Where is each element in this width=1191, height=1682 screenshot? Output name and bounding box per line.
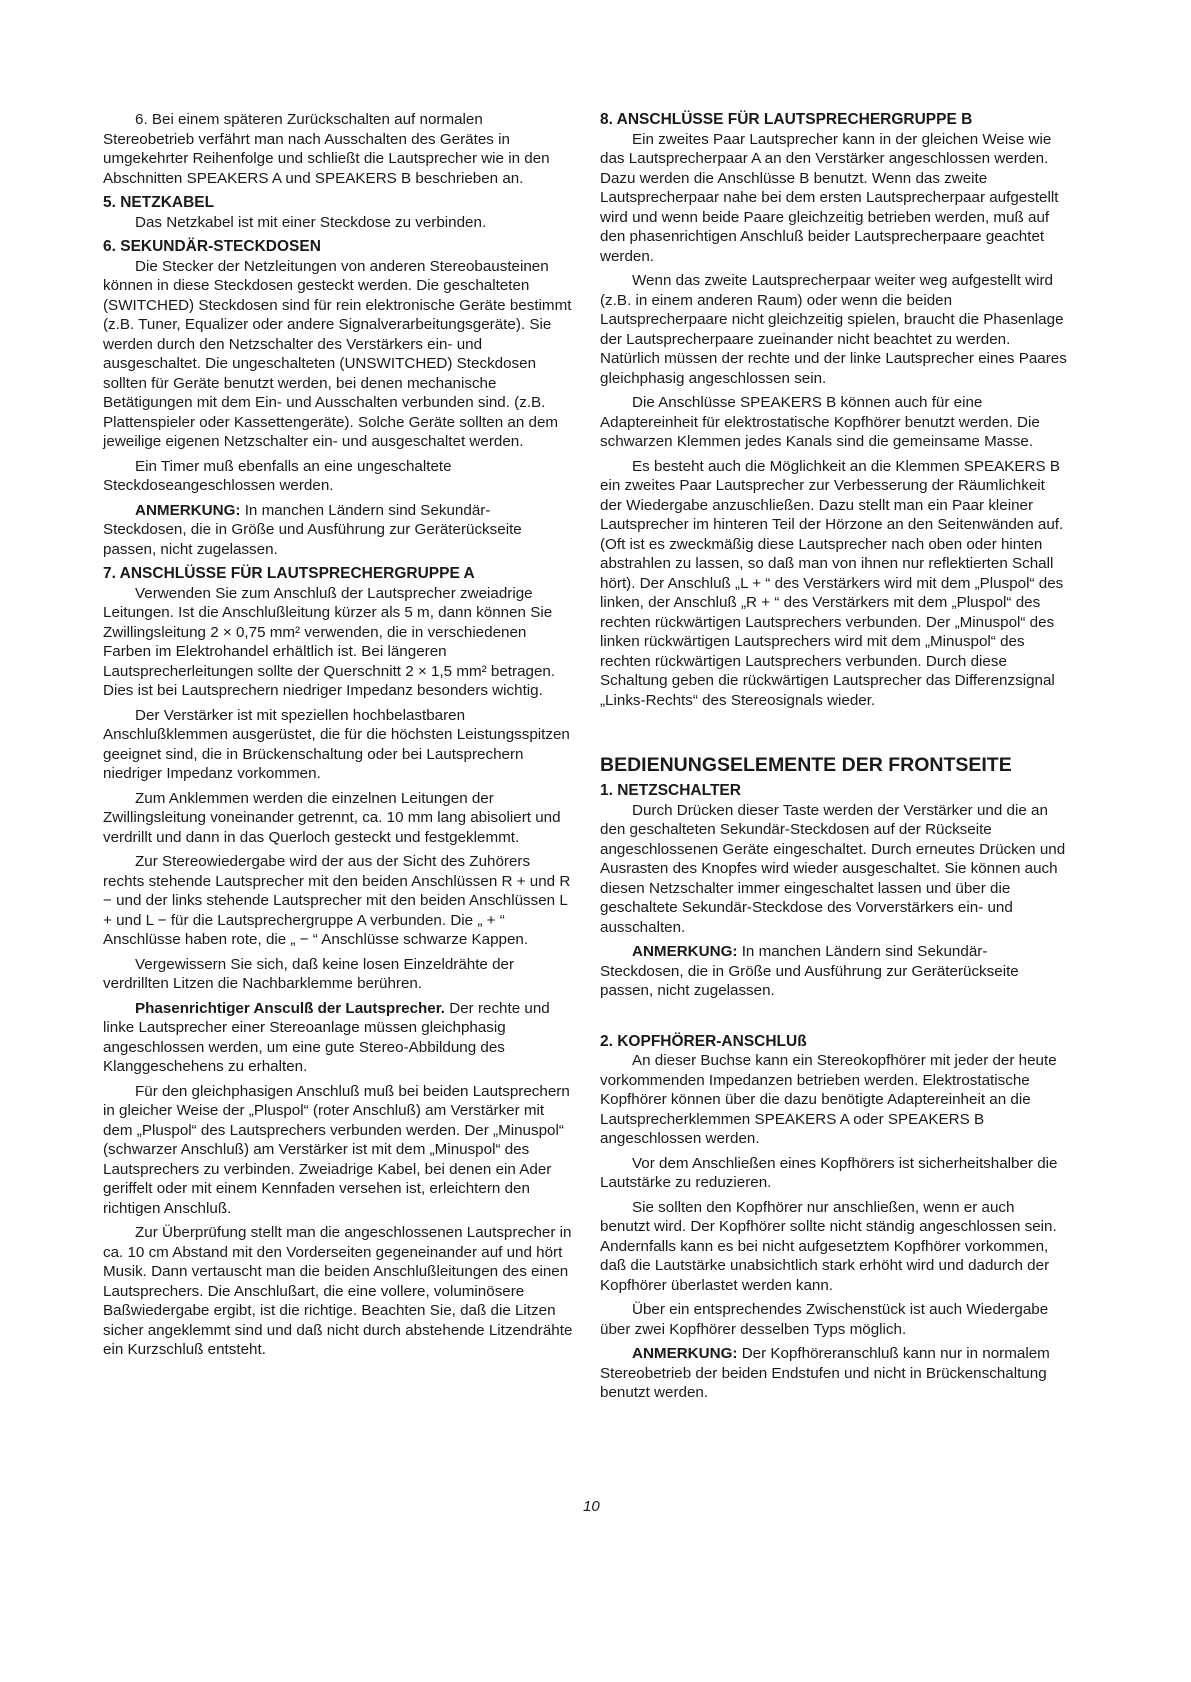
section-title-lautsprechergruppe-b: 8. ANSCHLÜSSE FÜR LAUTSPRECHERGRUPPE B [600, 111, 973, 128]
paragraph: Der Verstärker ist mit speziellen hochbelastbaren Anschlußklemmen ausgerüstet, die für die höchsten Leistungsspitzen geeignet sind, die in Brückenschaltung oder bei Lautsprechern niedriger Impedanz vorkommen. [103, 706, 570, 782]
right-column [600, 110, 1068, 1408]
paragraph: Zum Anklemmen werden die einzelnen Leitungen der Zwillingsleitung voneinander getrennt, ca. 10 mm lang abisoliert und verdrillt und dann in das Querloch gesteckt und festgeklemmt. [103, 789, 561, 846]
note-label: ANMERKUNG: [632, 943, 738, 960]
paragraph: Verwenden Sie zum Anschluß der Lautsprecher zweiadrige Leitungen. Ist die Anschlußleitung kürzer als 5 m, dann können Sie Zwillingsleitung 2 × 0,75 mm² verwenden, die in verschiedenen Farben im Elektrohandel erhältlich ist. Bei längeren Lautsprecherleitungen sollte der Querschnitt 2 × 1,5 mm² betragen. Dies ist bei Lautsprechern niedriger Impedanz besonders wichtig. [103, 584, 556, 699]
section-title-sekundaer-steckdosen: 6. SEKUNDÄR-STECKDOSEN [103, 238, 321, 255]
paragraph: Es besteht auch die Möglichkeit an die Klemmen SPEAKERS B ein zweites Paar Lautsprecher zur Verbesserung der Räumlichkeit der Wiedergabe anzuschließen. Dazu stellt man ein Paar kleiner Lautsprecher im hinteren Teil der Hörzone an den Seitenwänden auf. (Oft ist es zweckmäßig diese Lautsprecher nach oben oder hinten abstrahlen zu lassen, so daß man von ihnen nur reflektierten Schall hört). Der Anschluß „L + “ des Verstärkers wird mit dem „Pluspol“ des linken, der Anschluß „R + “ des Verstärkers mit dem „Pluspol“ des rechten rückwärtigen Lautsprechers verbunden. Der „Minuspol“ des linken rückwärtigen Lautsprechers wird mit dem „Minuspol“ des rechten rückwärtigen Lautsprechers verbunden. Durch diese Schaltung geben die rückwärtigen Lautsprecher das Differenzsignal „Links-Rechts“ des Stereosignals wieder. [600, 457, 1064, 709]
note-label: ANMERKUNG: [135, 501, 241, 519]
paragraph: Das Netzkabel ist mit einer Steckdose zu verbinden. [135, 213, 487, 231]
paragraph: An dieser Buchse kann ein Stereokopfhörer mit jeder der heute vorkommenden Impedanzen betrieben werden. Elektrostatische Kopfhörer können über die dazu benötigte Adaptereinheit an die Lautsprecherklemmen SPEAKERS A oder SPEAKERS B angeschlossen werden. [600, 1052, 1057, 1147]
note-text: In manchen Ländern sind Sekundär-Steckdosen, die in Größe und Ausführung zur Geräterückseite passen, nicht zugelassen. [600, 943, 1019, 999]
inline-heading: Phasenrichtiger Ansculß der Lautsprecher. [135, 999, 446, 1017]
page-number: 10 [583, 1498, 600, 1515]
section-title-kopfhoerer-anschluss: 2. KOPFHÖRER-ANSCHLUß [600, 1032, 807, 1050]
note-paragraph [600, 942, 1068, 1001]
spacer [600, 715, 1068, 753]
note-text: In manchen Ländern sind Sekundär-Steckdosen, die in Größe und Ausführung zur Geräterückseite passen, nicht zugelassen. [103, 501, 522, 558]
paragraph: Zur Überprüfung stellt man die angeschlossenen Lautsprecher in ca. 10 cm Abstand mit den Vorderseiten gegeneinander auf und hört Musik. Dann vertauscht man die beiden Anschlußleitungen des einen Lautsprechers. Die Anschlußart, die eine vollere, voluminösere Baßwiedergabe ergibt, ist die richtige. Beachten Sie, daß die Litzen sicher angeklemmt sind und daß nicht durch abstehende Litzendrähte ein Kurzschluß entsteht. [103, 1224, 573, 1358]
paragraph: Ein Timer muß ebenfalls an eine ungeschaltete Steckdoseangeschlossen werden. [103, 457, 452, 494]
paragraph [103, 999, 573, 1077]
section-title-netzkabel: 5. NETZKABEL [103, 194, 215, 211]
left-column [103, 110, 573, 1365]
note-text: Der Kopfhöreranschluß kann nur in normalem Stereobetrieb der beiden Endstufen und nicht in Brückenschaltung benutzt werden. [600, 1345, 1050, 1401]
paragraph: Sie sollten den Kopfhörer nur anschließen, wenn er auch benutzt wird. Der Kopfhörer sollte nicht ständig angeschlossen sein. Andernfalls kann es bei nicht aufgesetztem Kopfhörer vorkommen, daß die Lautstärke unabsichtlich stark erhöht wird und dadurch der Kopfhörer überlastet werden kann. [600, 1198, 1057, 1294]
paragraph: Vor dem Anschließen eines Kopfhörers ist sicherheitshalber die Lautstärke zu reduzieren. [600, 1154, 1058, 1191]
paragraph: Wenn das zweite Lautsprecherpaar weiter weg aufgestellt wird (z.B. in einem anderen Raum) oder wenn die beiden Lautsprecherpaare nicht gleichzeitig spielen, braucht die Phasenlage der Lautsprecherpaare zueinander nicht beachtet zu werden. Natürlich müssen der rechte und der linke Lautsprecher eines Paares gleichphasig angeschlossen sein. [600, 272, 1067, 387]
note-label: ANMERKUNG: [632, 1345, 738, 1362]
paragraph: Die Stecker der Netzleitungen von anderen Stereobausteinen können in diese Steckdosen gesteckt werden. Die geschalteten (SWITCHED) Steckdosen sind für rein elektronische Geräte bestimmt (z.B. Tuner, Equalizer oder andere Signalverarbeitungsgeräte). Sie werden durch den Netzschalter des Verstärkers ein- und ausgeschaltet. Die ungeschalteten (UNSWITCHED) Steckdosen sollten für Geräte benutzt werden, bei denen mechanische Betätigungen mit dem Ein- und Ausschalten verbunden sind. (z.B. Plattenspieler oder Kassettengeräte). Solche Geräte sollten an dem jeweilige eigenen Netzschalter ein- und ausgeschaltet werden. [103, 257, 572, 450]
paragraph: 6. Bei einem späteren Zurückschalten auf normalen Stereobetrieb verfährt man nach Ausschalten des Gerätes in umgekehrter Reihenfolge und schließt die Lautsprecher wie in den Abschnitten SPEAKERS A und SPEAKERS B beschrieben an. [103, 111, 550, 187]
note-paragraph [103, 501, 573, 560]
paragraph: Für den gleichphasigen Anschluß muß bei beiden Lautsprechern in gleicher Weise der „Pluspol“ (roter Anschluß) am Verstärker mit dem „Pluspol“ des Lautsprechers verbunden werden. Der „Minuspol“ (schwarzer Anschluß) am Verstärker ist mit dem „Minuspol“ des Lautsprechers zu verbinden. Zweiadrige Kabel, bei denen ein Ader geriffelt oder mit einem Kennfaden versehen ist, erleichtern den richtigen Anschluß. [103, 1082, 570, 1217]
spacer [600, 1006, 1068, 1028]
paragraph: Durch Drücken dieser Taste werden der Verstärker und die an den geschalteten Sekundär-Steckdosen auf der Rückseite angeschlossenen Geräte eingeschaltet. Durch erneutes Drücken und Ausrasten des Knopfes wird wieder ausgeschaltet. Sie können auch diesen Netzschalter immer eingeschaltet lassen und über die geschaltete Sekundär-Steckdose des Vorverstärkers ein- und ausschalten. [600, 801, 1066, 936]
paragraph: Über ein entsprechendes Zwischenstück ist auch Wiedergabe über zwei Kopfhörer desselben Typs möglich. [600, 1301, 1049, 1338]
paragraph: Vergewissern Sie sich, daß keine losen Einzeldrähte der verdrillten Litzen die Nachbarklemme berühren. [103, 955, 515, 992]
main-heading: BEDIENUNGSELEMENTE DER FRONTSEITE [600, 754, 1012, 776]
paragraph: Zur Stereowiedergabe wird der aus der Sicht des Zuhörers rechts stehende Lautsprecher mit den beiden Anschlüssen R + und R − und der links stehende Lautsprecher mit den beiden Anschlüssen L + und L − für die Lautsprechergruppe A verbunden. Die „ + “ Anschlüsse haben rote, die „ − “ Anschlüsse schwarze Kappen. [103, 853, 571, 948]
section-title-netzschalter: 1. NETZSCHALTER [600, 782, 741, 799]
paragraph: Die Anschlüsse SPEAKERS B können auch für eine Adaptereinheit für elektrostatische Kopfhörer benutzt werden. Die schwarzen Klemmen jedes Kanals sind die gemeinsame Masse. [600, 394, 1040, 450]
note-paragraph [600, 1344, 1068, 1403]
section-title-lautsprechergruppe-a: 7. ANSCHLÜSSE FÜR LAUTSPRECHERGRUPPE A [103, 565, 475, 582]
paragraph: Ein zweites Paar Lautsprecher kann in der gleichen Weise wie das Lautsprecherpaar A an den Verstärker angeschlossen werden. Dazu werden die Anschlüsse B benutzt. Wenn das zweite Lautsprecherpaar nahe bei dem ersten Lautsprecherpaar aufgestellt wird und wenn beide Paare gleichzeitig betrieben werden, muß auf den phasenrichtigen Anschluß beider Lautsprecherpaare geachtet werden. [600, 130, 1059, 265]
paragraph-text: Der rechte und linke Lautsprecher einer Stereoanlage müssen gleichphasig angeschlossen werden, um eine gute Stereo-Abbildung des Klanggeschehens zu erhalten. [103, 999, 550, 1075]
